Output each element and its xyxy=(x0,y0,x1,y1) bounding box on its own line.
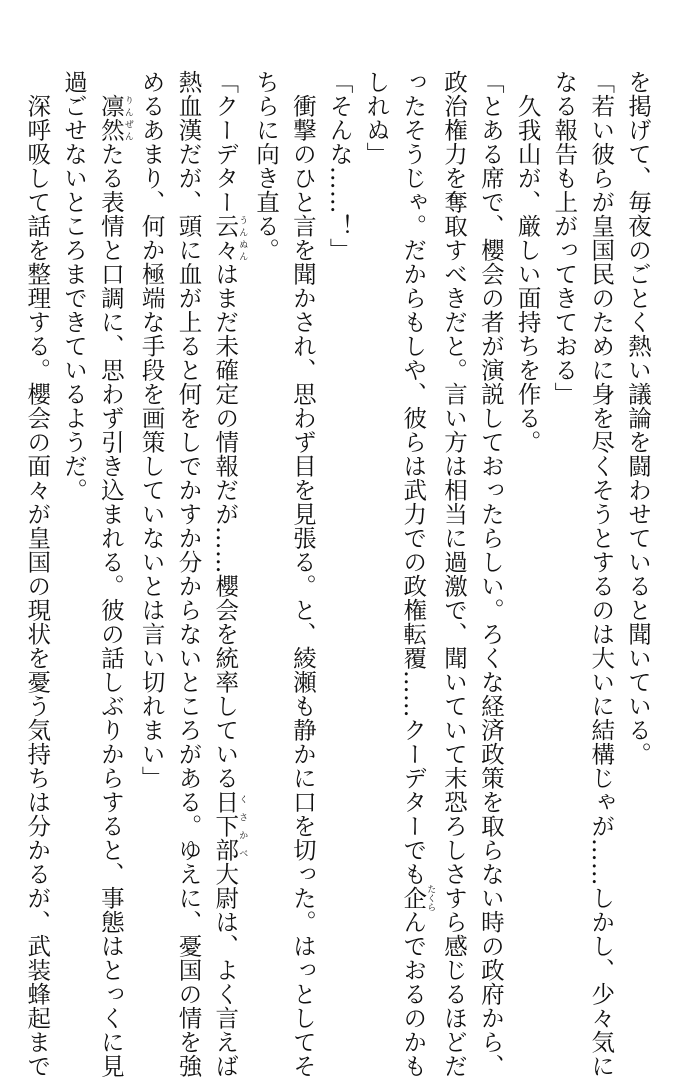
text-line-13: 熱血漢だが、頭に血が上ると何をしでかすか分からないところがある。ゆえに、憂国の情を強 xyxy=(174,70,203,1078)
text-line-15: 凛然りんぜんたる表情と口調に、思わず引き込まれる。彼の話しぶりからすると、事態はとっくに見 xyxy=(96,94,133,1078)
text-line-7: ったそうじゃ。だからもしや、彼らは武力での政権転覆……クーデターでも企たくらんでおるのかも xyxy=(399,70,436,1078)
text-line-1: を掲げて、毎夜のごとく熱い議論を闘わせていると聞いている。 xyxy=(624,70,652,766)
text-line-16: 過ごせないところまできているようだ。 xyxy=(60,70,89,502)
text-line-17: 深呼吸して話を整理する。櫻会の面々が皇国の現状を憂う気持ちは分かるが、武装蜂起まで xyxy=(23,70,52,1078)
vertical-text-body xyxy=(18,70,656,1078)
text-line-8: しれぬ」 xyxy=(362,70,391,166)
text-line-6: 政治権力を奪取すべきだと。言い方は相当に過激で、聞いていて末恐ろしさすら感じるほどだ xyxy=(440,70,469,1078)
text-line-9: 「そんな……！」 xyxy=(325,70,354,262)
furigana-rinzen: 凛然りんぜん xyxy=(96,94,133,142)
text-line-5: 「とある席で、櫻会の者が演説しておったらしい。ろくな経済政策を取らない時の政府から、 xyxy=(476,70,505,1078)
text-line-14: めるあまり、何か極端な手段を画策していないとは言い切れまい」 xyxy=(137,70,166,790)
text-line-12: 「クーデター云々うんぬんはまだ未確定の情報だが……櫻会を統率している日下部くさかべ大尉は、よく言えば xyxy=(211,70,248,1078)
furigana-unnun: 云々うんぬん xyxy=(211,214,248,262)
furigana-takura: 企たくら xyxy=(399,884,436,912)
text-line-2: 「若い彼らが皇国民のために身を尽くそうとするのは大いに結構じゃが……しかし、少々気に xyxy=(587,70,616,1078)
text-line-10: 衝撃のひと言を聞かされ、思わず目を見張る。と、綾瀬も静かに口を切った。はっとしてそ xyxy=(288,70,317,1078)
furigana-kusakabe: 日下部くさかべ xyxy=(211,790,248,862)
text-line-3: なる報告も上がってきておる」 xyxy=(550,70,579,406)
text-line-11: ちらに向き直る。 xyxy=(252,70,281,262)
text-line-4: 久我山が、厳しい面持ちを作る。 xyxy=(513,70,542,454)
